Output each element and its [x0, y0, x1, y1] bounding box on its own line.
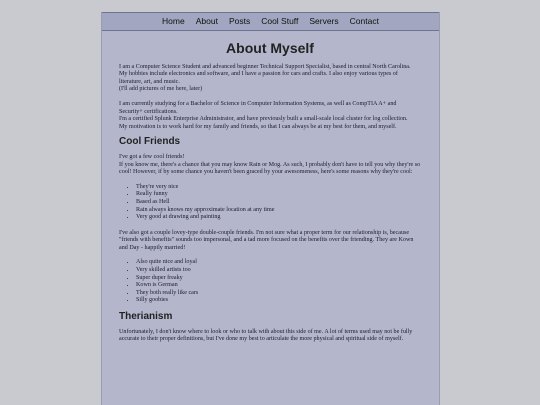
- study-line: I'm a certified Splunk Enterprise Administrator, and have previously built a small-scale local cluster for log collection.: [119, 116, 408, 123]
- couple-paragraph: I've also got a couple lovey-type double-couple friends. I'm not sure what a proper term for our relationship is, because "friends with benefits" sounds too impersonal, and a tad more focused on the benefits over the friending. They are Kown and Day - happily married!: [119, 229, 414, 251]
- cool-friends-line: If you know me, there's a chance that you may know Rain or Mog. As such, I probably don't have to tell you why they're so cool! However, if by some chance you haven't been graced by your awesomeness, here's some reasons why they're cool:: [119, 161, 421, 176]
- intro-line: (I'll add pictures of me here, later): [119, 86, 203, 93]
- couple-reasons-list: [119, 259, 421, 305]
- therianism-heading: Therianism: [119, 311, 173, 323]
- list-item: • They both really like cars: [136, 290, 421, 298]
- list-item: • Super duper freaky: [136, 275, 421, 283]
- list-item: • They're very nice: [136, 184, 421, 192]
- friends-reasons-list: [119, 184, 421, 222]
- page-title: About Myself: [226, 40, 314, 56]
- page-container: [101, 12, 440, 405]
- list-item: • Also quite nice and loyal: [136, 259, 421, 267]
- intro-line: I am a Computer Science Student and advanced beginner Technical Support Specialist, based in central North Carolina.: [119, 63, 411, 70]
- list-item: • Rain always knows my approximate location at any time: [136, 207, 421, 215]
- cool-friends-heading: Cool Friends: [119, 136, 181, 148]
- study-line: I am currently studying for a Bachelor of Science in Computer Information Systems, as well as CompTIA A+ and Security+ certifications.: [119, 100, 397, 115]
- list-item: • Silly goobies: [136, 297, 421, 305]
- main-content: [102, 40, 439, 344]
- list-item: • Based as Hell: [136, 199, 421, 207]
- therianism-paragraph: Unfortunately, I don't know where to look or who to talk with about this side of me. A lot of terms used may not be fully accurate to their proper definitions, but I've done my best to articulate the more physical and spiritual side of myself.: [119, 328, 413, 343]
- list-item: • Very good at drawing and painting: [136, 214, 421, 222]
- intro-line: My hobbies include electronics and software, and I have a passion for cars and crafts. I also enjoy various types of literature, art, and music.: [119, 71, 398, 85]
- nav-home[interactable]: Home: [162, 16, 185, 26]
- study-line: My motivation is to work hard for my family and friends, so that I can always be at my best for them, and myself.: [119, 123, 397, 130]
- study-paragraph: [119, 101, 421, 131]
- nav-contact[interactable]: Contact: [349, 16, 379, 26]
- nav-about[interactable]: About: [195, 16, 218, 26]
- nav-servers[interactable]: Servers: [309, 16, 339, 26]
- cool-friends-line: I've got a few cool friends!: [119, 153, 185, 160]
- list-item: • Kown is German: [136, 282, 421, 290]
- nav-cool-stuff[interactable]: Cool Stuff: [261, 16, 299, 26]
- list-item: • Really funny: [136, 191, 421, 199]
- nav-posts[interactable]: Posts: [228, 16, 251, 26]
- cool-friends-intro: [119, 154, 421, 177]
- intro-paragraph: [119, 64, 421, 94]
- list-item: • Very skilled artists too: [136, 267, 421, 275]
- top-nav: [102, 12, 439, 31]
